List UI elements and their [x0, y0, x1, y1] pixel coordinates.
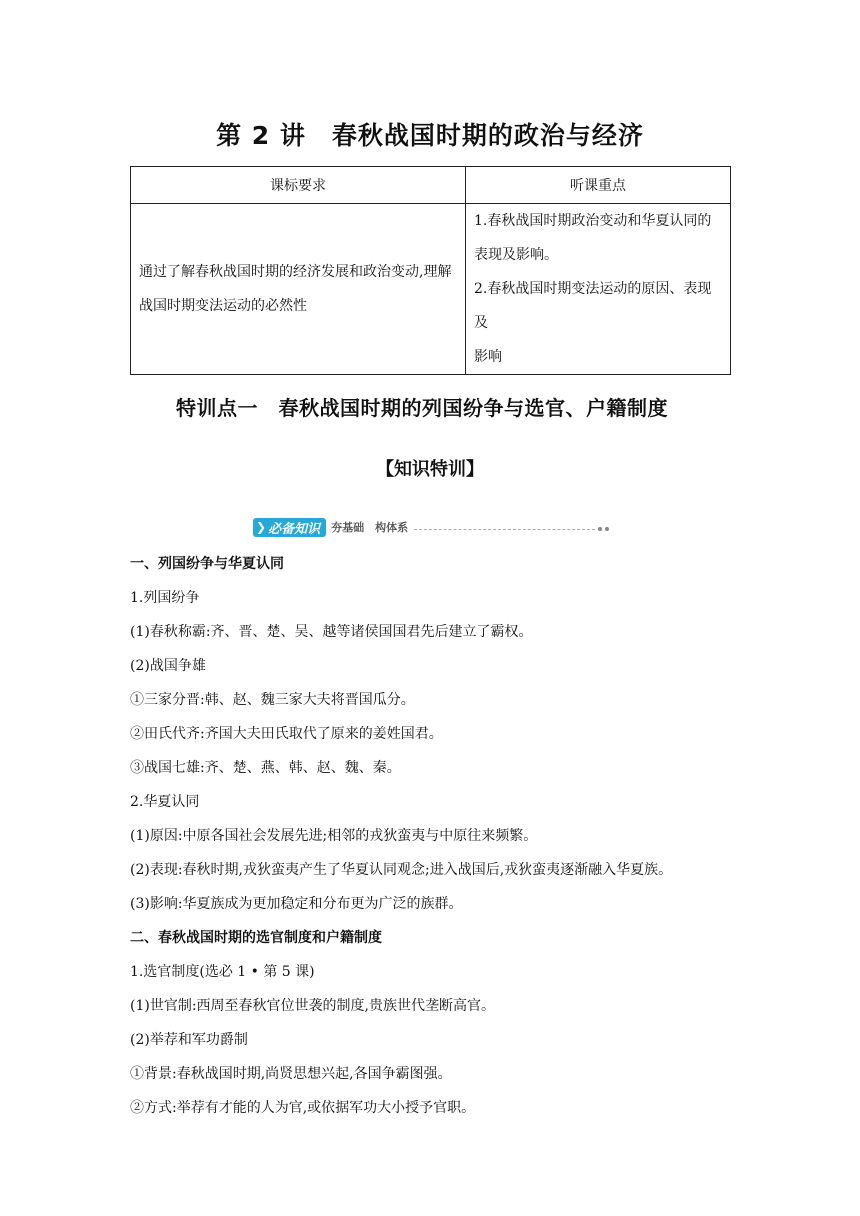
text-line: 1.选官制度(选必 1 • 第 5 课) — [130, 964, 315, 980]
header-focus: 听课重点 — [466, 167, 731, 204]
text-line: (2)举荐和军功爵制 — [130, 1032, 248, 1048]
text-line: (1)世官制:西周至春秋官位世袭的制度,贵族世代垄断高官。 — [130, 998, 495, 1014]
dots-decoration — [598, 527, 609, 531]
chevron-right-icon: ❯ — [256, 520, 267, 534]
text-line: (3)影响:华夏族成为更加稳定和分布更为广泛的族群。 — [130, 896, 463, 912]
dashed-divider — [414, 529, 595, 530]
text-line: ①背景:春秋战国时期,尚贤思想兴起,各国争霸图强。 — [130, 1066, 452, 1082]
page-title: 第 2 讲 春秋战国时期的政治与经济 — [216, 121, 644, 150]
focus-line: 1.春秋战国时期政治变动和华夏认同的 — [474, 213, 712, 229]
requirement-cell: 通过了解春秋战国时期的经济发展和政治变动,理解战国时期变法运动的必然性 — [131, 204, 466, 375]
badge-subtitle: 夯基础 构体系 — [331, 521, 409, 534]
content-body — [130, 547, 750, 1125]
table-row — [131, 204, 731, 375]
text-line: (1)春秋称霸:齐、晋、楚、吴、越等诸侯国国君先后建立了霸权。 — [130, 624, 533, 640]
text-line: ③战国七雄:齐、楚、燕、韩、赵、魏、秦。 — [130, 760, 401, 776]
text-line: (1)原因:中原各国社会发展先进;相邻的戎狄蛮夷与中原往来频繁。 — [130, 828, 538, 844]
table-header-row — [131, 167, 731, 204]
text-line: ①三家分晋:韩、赵、魏三家大夫将晋国瓜分。 — [130, 692, 415, 708]
heading-1: 一、列国纷争与华夏认同 — [130, 556, 284, 572]
text-line: (2)战国争雄 — [130, 658, 206, 674]
focus-line: 表现及影响。 — [474, 247, 558, 263]
focus-cell — [466, 204, 731, 375]
heading-2: 二、春秋战国时期的选官制度和户籍制度 — [130, 930, 382, 946]
text-line: ②方式:举荐有才能的人为官,或依据军功大小授予官职。 — [130, 1100, 476, 1116]
knowledge-badge — [253, 518, 326, 537]
focus-line: 影响 — [474, 349, 502, 365]
knowledge-badge-row — [253, 516, 609, 538]
text-line: 2.华夏认同 — [130, 794, 200, 810]
section-title: 特训点一 春秋战国时期的列国纷争与选官、户籍制度 — [176, 396, 668, 420]
header-requirements: 课标要求 — [131, 167, 466, 204]
text-line: ②田氏代齐:齐国大夫田氏取代了原来的姜姓国君。 — [130, 726, 443, 742]
curriculum-table — [130, 166, 731, 375]
badge-label: 必备知识 — [268, 521, 321, 537]
text-line: (2)表现:春秋时期,戎狄蛮夷产生了华夏认同观念;进入战国后,戎狄蛮夷逐渐融入华夏族。 — [130, 862, 673, 878]
text-line: 1.列国纷争 — [130, 590, 200, 606]
focus-line: 2.春秋战国时期变法运动的原因、表现及 — [474, 281, 712, 331]
knowledge-banner: 【知识特训】 — [376, 459, 484, 480]
